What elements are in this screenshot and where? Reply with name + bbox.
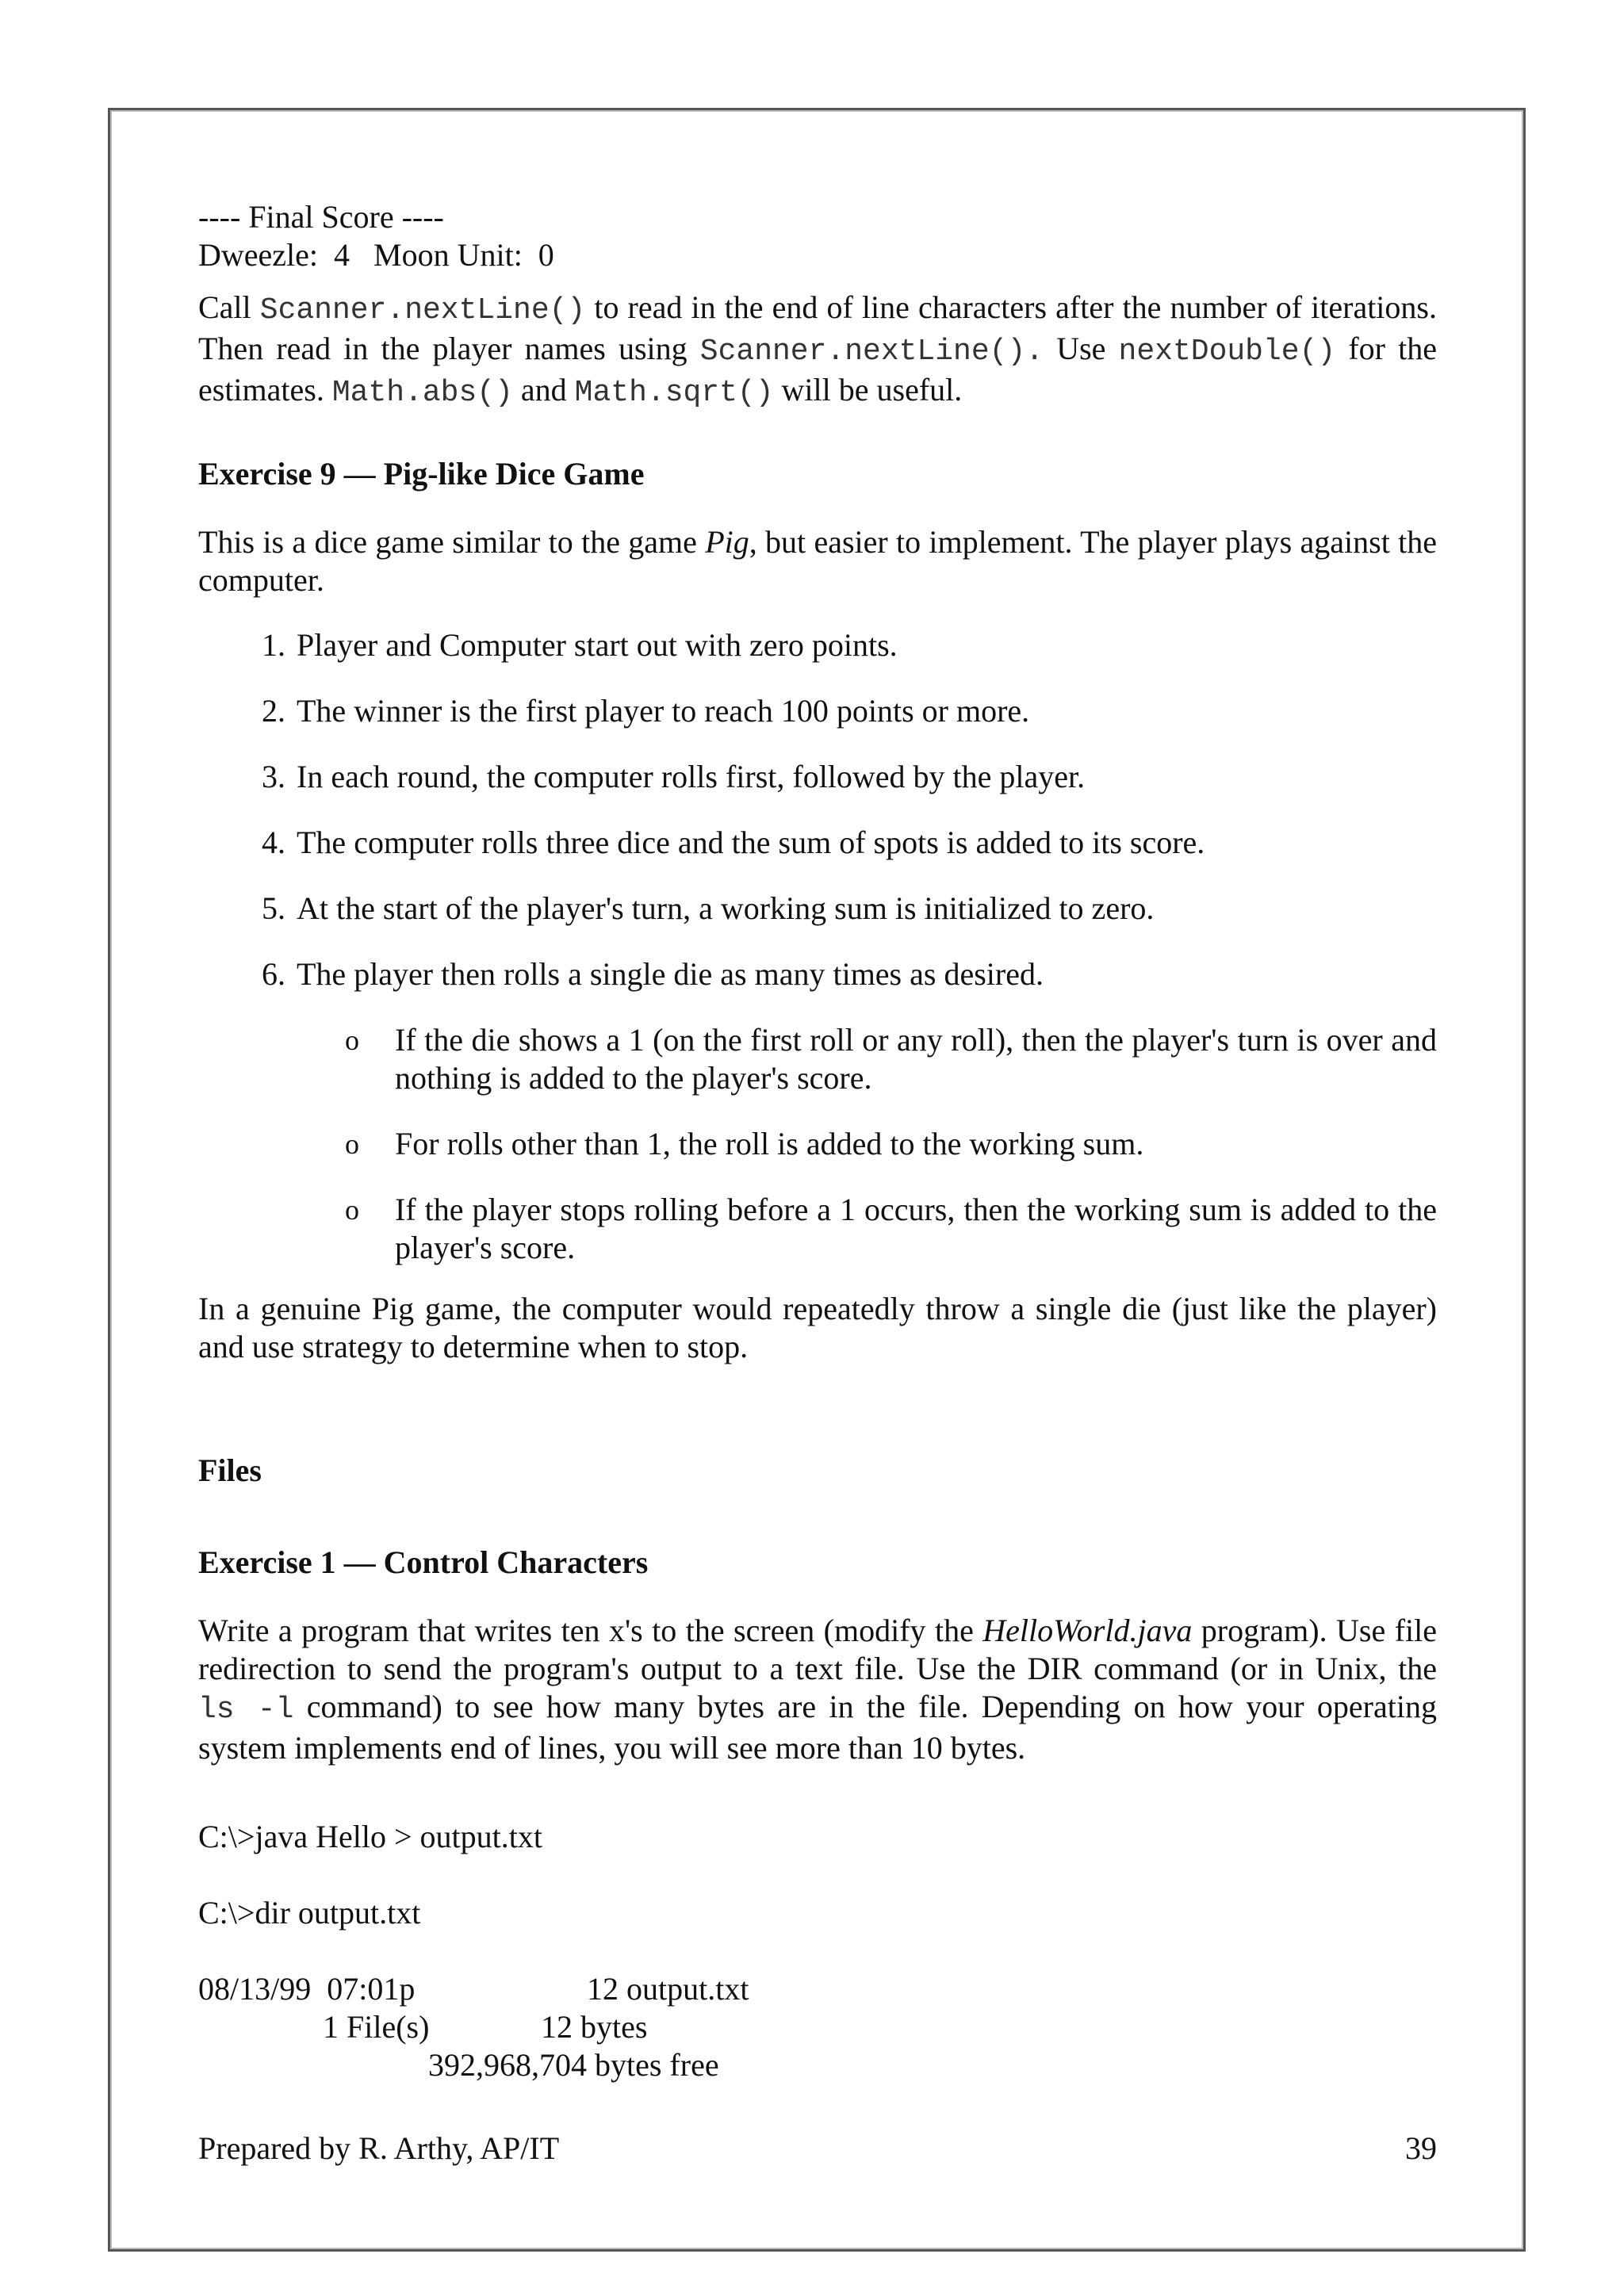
- code-snippet: Scanner.nextLine().: [699, 335, 1044, 369]
- final-score-values: Dweezle: 4 Moon Unit: 0: [198, 237, 554, 273]
- intro-text: , but easier to implement. The player plays against the computer.: [198, 524, 1438, 598]
- sub-list-item: [198, 1021, 1437, 1097]
- list-number: 1.: [262, 627, 285, 663]
- substeps-list: [198, 1021, 1437, 1267]
- list-text: At the start of the player's turn, a working sum is initialized to zero.: [297, 890, 1155, 926]
- list-item: [198, 692, 1437, 730]
- dir-file-count: 1 File(s): [323, 2009, 430, 2045]
- paragraph-text: Write a program that writes ten x's to the screen (modify the: [198, 1613, 983, 1648]
- footer-author: Prepared by R. Arthy, AP/IT: [198, 2130, 560, 2166]
- dir-bytes-free: 392,968,704 bytes free: [428, 2047, 719, 2083]
- exercise1-paragraph: [198, 1612, 1437, 1767]
- files-section-title: Files: [198, 1452, 262, 1488]
- sub-list-item: [198, 1191, 1437, 1267]
- list-number: 3.: [262, 759, 285, 794]
- dir-output-line: [198, 1970, 1437, 2008]
- list-number: 2.: [262, 693, 285, 729]
- exercise9-title: Exercise 9 — Pig-like Dice Game: [198, 456, 645, 492]
- code-snippet: ls -l: [198, 1693, 294, 1727]
- intro-text: This is a dice game similar to the game: [198, 524, 706, 560]
- list-text: In each round, the computer rolls first, followed by the player.: [297, 759, 1086, 794]
- dir-output-line: [198, 2046, 1437, 2084]
- dir-file-entry: 12 output.txt: [587, 1971, 749, 2007]
- list-number: 5.: [262, 890, 285, 926]
- command-line-2: C:\>dir output.txt: [198, 1895, 421, 1931]
- bullet-icon: o: [345, 1194, 359, 1226]
- sub-list-text: If the player stops rolling before a 1 occurs, then the working sum is added to the player's score.: [395, 1192, 1437, 1265]
- dir-date: 08/13/99 07:01p: [198, 1971, 416, 2007]
- list-item: [198, 955, 1437, 993]
- final-score-block: [198, 198, 1437, 274]
- instructions-text: Use: [1044, 331, 1119, 366]
- list-text: Player and Computer start out with zero points.: [297, 627, 898, 663]
- instructions-text: Call: [198, 289, 260, 325]
- list-text: The computer rolls three dice and the sum of spots is added to its score.: [297, 825, 1205, 860]
- page-number: 39: [1405, 2130, 1437, 2166]
- dir-output: [198, 1970, 1437, 2084]
- sub-list-text: For rolls other than 1, the roll is added to the working sum.: [395, 1126, 1144, 1161]
- list-item: [198, 890, 1437, 928]
- bullet-icon: o: [345, 1024, 359, 1056]
- list-item: [198, 824, 1437, 862]
- list-item: [198, 626, 1437, 664]
- instructions-text: to read in the end of line characters after the number of iterations. Then read in the player names using: [198, 289, 1437, 366]
- code-snippet: nextDouble(): [1118, 335, 1336, 369]
- exercise9-intro: [198, 523, 1437, 599]
- list-item: [198, 758, 1437, 796]
- sub-list-item: [198, 1125, 1437, 1163]
- list-text: The player then rolls a single die as many times as desired.: [297, 956, 1044, 992]
- dir-output-line: [198, 2008, 1437, 2046]
- code-snippet: Scanner.nextLine(): [259, 293, 586, 327]
- instructions-text: for the estimates.: [198, 331, 1437, 408]
- code-snippet: Math.abs(): [331, 376, 513, 410]
- sub-list-text: If the die shows a 1 (on the first roll or any roll), then the player's turn is over and nothing is added to the player's score.: [395, 1022, 1437, 1096]
- exercise9-closing: In a genuine Pig game, the computer would repeatedly throw a single die (just like the player) and use strategy to determine when to stop.: [198, 1291, 1437, 1364]
- instructions-paragraph: [198, 289, 1437, 412]
- paragraph-italic: HelloWorld.java: [982, 1613, 1193, 1648]
- rules-list: [198, 626, 1437, 993]
- final-score-header: ---- Final Score ----: [198, 199, 444, 235]
- exercise1-title: Exercise 1 — Control Characters: [198, 1544, 649, 1580]
- intro-italic: Pig: [705, 524, 749, 560]
- code-snippet: Math.sqrt(): [574, 376, 774, 410]
- list-text: The winner is the first player to reach 100 points or more.: [297, 693, 1030, 729]
- list-number: 4.: [262, 825, 285, 860]
- dir-bytes: 12 bytes: [541, 2009, 648, 2045]
- instructions-text: and: [512, 372, 575, 408]
- paragraph-text: command) to see how many bytes are in the file. Depending on how your operating system implements end of lines, you will see more than 10 bytes.: [198, 1689, 1437, 1766]
- command-line-1: C:\>java Hello > output.txt: [198, 1819, 542, 1854]
- instructions-text: will be useful.: [773, 372, 963, 408]
- bullet-icon: o: [345, 1128, 359, 1160]
- page-content: [198, 198, 1437, 2084]
- list-number: 6.: [262, 956, 285, 992]
- paragraph-text: program). Use file redirection to send the program's output to a text file. Use the DIR command (or in Unix, the: [198, 1613, 1437, 1686]
